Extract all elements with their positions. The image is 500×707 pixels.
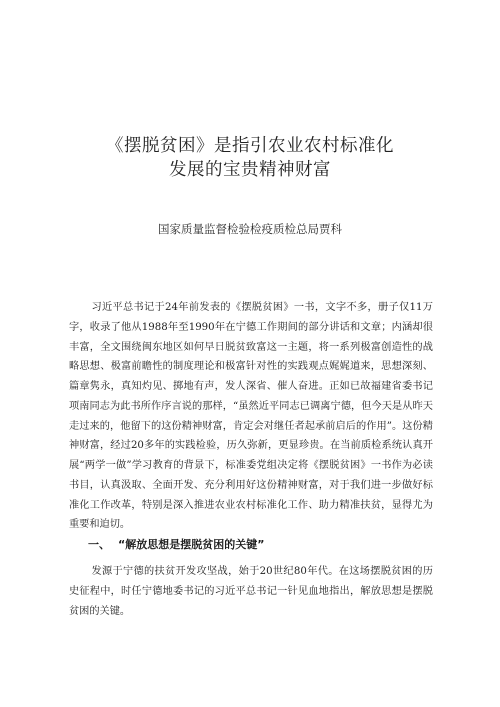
paragraph: 发源于宁德的扶贫开发攻坚战，始于20世纪80年代。在这场摆脱贫困的历史征程中，时任宁德地委书记的习近平总书记一针见血地指出，解放思想是摆脱贫困的关键。 — [69, 566, 433, 617]
intro-body — [69, 298, 433, 535]
section-title: “解放思想是摆脱贫困的关键” — [118, 538, 265, 551]
title-line-2: 发展的宝贵精神财富 — [169, 160, 331, 180]
author-line: 国家质量监督检验检疫质检总局贾科 — [158, 222, 342, 236]
article-title — [0, 134, 500, 182]
paragraph: 习近平总书记于24年前发表的《摆脱贫困》一书，文字不多，册子仅11万字，收录了他从1988年至1990年在宁德工作期间的部分讲话和文章；内涵却很丰富，全文围绕闽东地区如何早日脱贫致富这一主题，将一系列极富创造性的战略思想、极富前瞻性的制度理论和极富针对性的实践观点娓娓道来，思想深刻、篇章隽永，真知灼见、掷地有声，发人深省、催人奋进。正如已故福建省委书记项南同志为此书所作序言说的那样，“虽然近平同志已调离宁德，但今天是从昨天走过来的，他留下的这份精神财富，肯定会对继任者起承前启后的作用”。这份精神财富，经过20多年的实践检验，历久弥新，更显珍贵。在当前质检系统认真开展“两学一做”学习教育的背景下，标准委党组决定将《摆脱贫困》一书作为必读书目，认真汲取、全面开发、充分利用好这份精神财富，对于我们进一步做好标准化工作改革，特别是深入推进农业农村标准化工作、助力精准扶贫，显得尤为重要和迫切。 — [69, 302, 433, 531]
section-heading — [88, 537, 428, 553]
section-number: 一、 — [88, 538, 110, 551]
title-line-1: 《摆脱贫困》是指引农业农村标准化 — [106, 136, 394, 156]
section-body — [69, 562, 433, 621]
